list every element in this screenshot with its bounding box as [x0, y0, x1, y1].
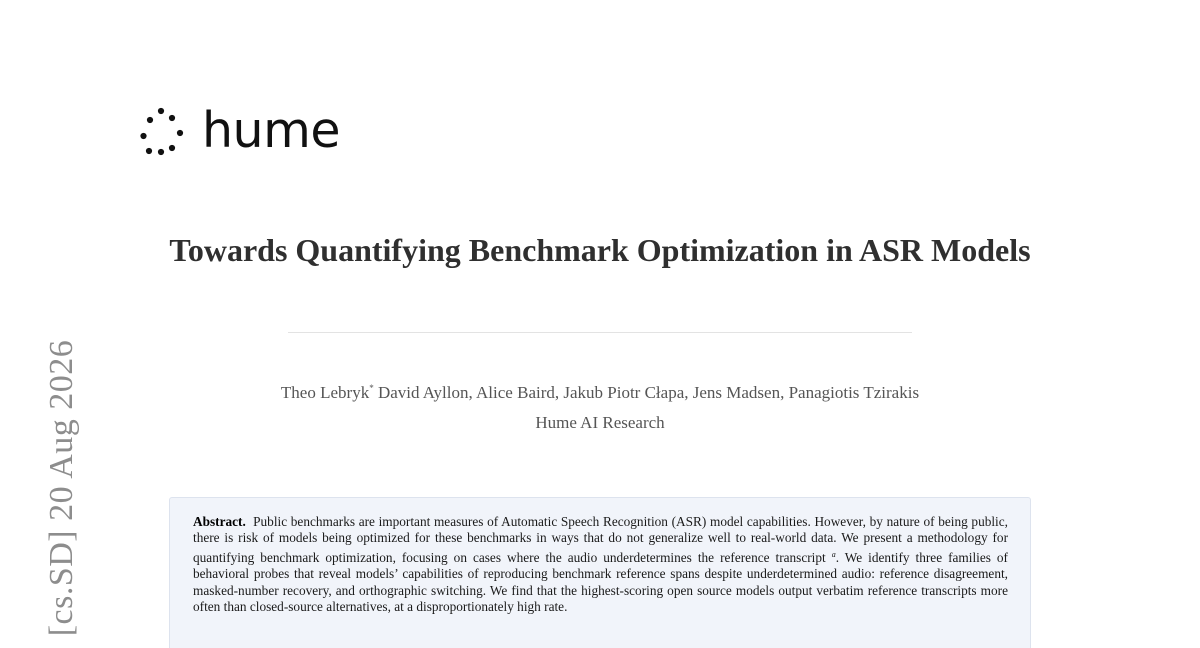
affiliation: Hume AI Research [535, 413, 665, 432]
dotted-arc-icon [140, 106, 196, 158]
abstract-note-marker: a [831, 549, 836, 559]
abstract-text-part1: Public benchmarks are important measures of Automatic Speech Recognition (ASR) model capabilities. However, by nature of being public, there is risk of models being optimized for these benchmarks in ways that do not generalize well to real-world data. We present a methodology for quantifying benchmark optimization, focusing on cases where the audio underdetermines the reference transcript [193, 514, 1008, 565]
abstract-paragraph [193, 514, 1008, 615]
abstract-label: Abstract. [193, 514, 246, 529]
author-list [0, 383, 1200, 403]
arxiv-side-stamp: [cs.SD] 20 Aug 2026 [43, 339, 80, 637]
abstract-text-part2: . We identify three families of behavioral probes that reveal models’ capabilities of reproducing benchmark reference spans despite underdetermined audio: reference disagreement, masked-number recovery, and orthographic switching. We find that the highest-scoring open source models output verbatim reference transcripts more often than closed-source alternatives, at a disproportionately high rate. [193, 549, 1008, 615]
paper-title: Towards Quantifying Benchmark Optimization in ASR Models [169, 232, 1031, 268]
abstract-box [169, 497, 1031, 648]
hume-logo [140, 101, 340, 159]
title-divider [288, 332, 912, 333]
first-author: Theo Lebryk [280, 383, 370, 402]
logo-wordmark: hume [202, 101, 340, 159]
other-authors: David Ayllon, Alice Baird, Jakub Piotr Cłapa, Jens Madsen, Panagiotis Tzirakis [373, 383, 920, 402]
author-footnote-marker: * [369, 383, 374, 393]
